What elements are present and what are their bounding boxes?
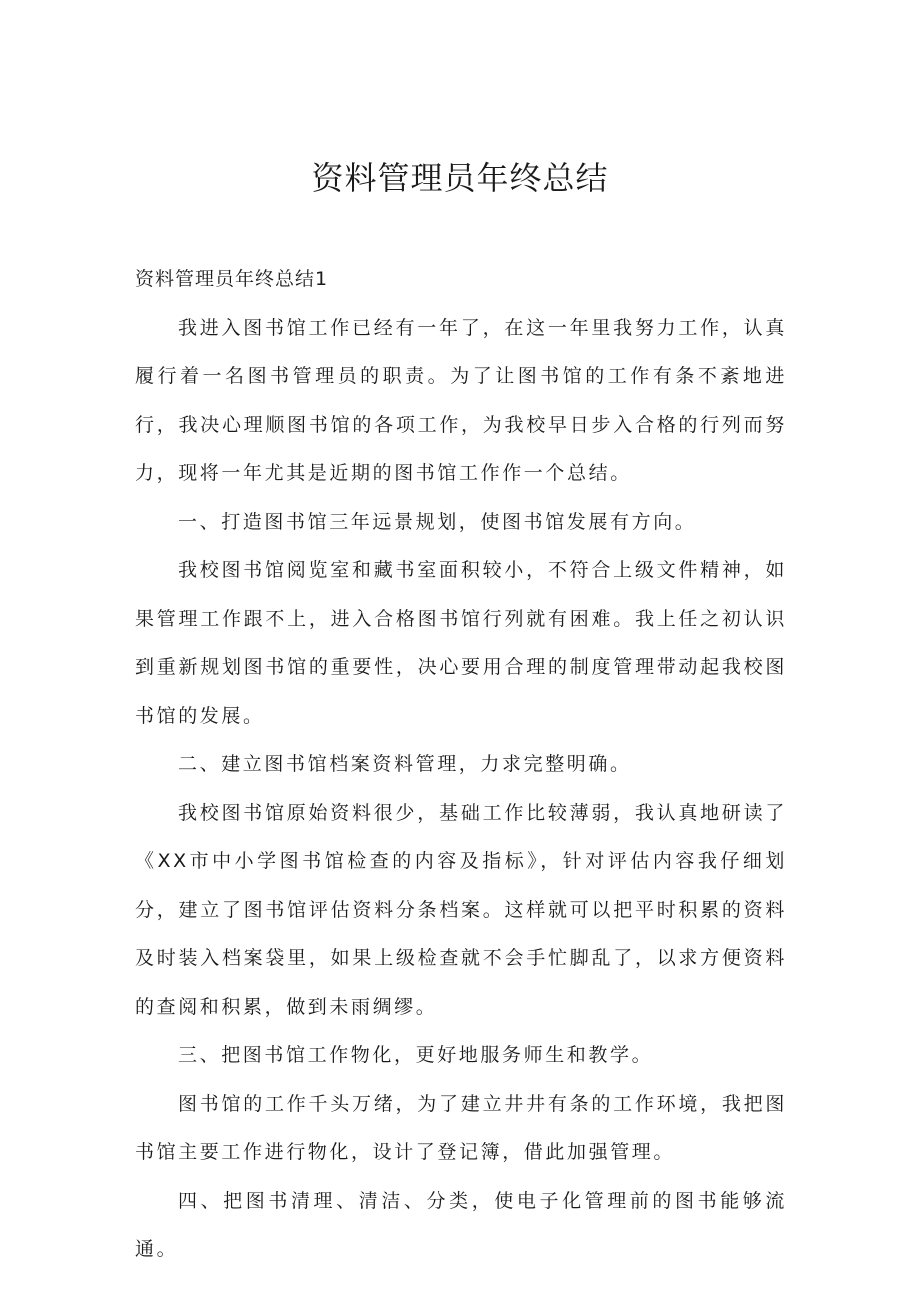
heading-section-4: 四、把图书清理、清洁、分类，使电子化管理前的图书能够流通。 <box>135 1189 787 1260</box>
paragraph-intro: 我进入图书馆工作已经有一年了，在这一年里我努力工作，认真履行着一名图书管理员的职责。为了让图书馆的工作有条不紊地进行，我决心理顺图书馆的各项工作，为我校早日步入合格的行列而努力，现将一年尤其是近期的图书馆工作作一个总结。 <box>135 316 787 484</box>
paragraph-section-3: 图书馆的工作千头万绪，为了建立井井有条的工作环境，我把图书馆主要工作进行物化，设计了登记簿，借此加强管理。 <box>135 1092 787 1163</box>
heading-section-2: 二、建立图书馆档案资料管理，力求完整明确。 <box>178 753 632 775</box>
document-title: 资料管理员年终总结 <box>311 159 609 197</box>
section-subtitle: 资料管理员年终总结1 <box>135 268 329 290</box>
heading-section-1: 一、打造图书馆三年远景规划，使图书馆发展有方向。 <box>178 510 697 533</box>
paragraph-section-2: 我校图书馆原始资料很少，基础工作比较薄弱，我认真地研读了《XX市中小学图书馆检查的内容及指标》，针对评估内容我仔细划分，建立了图书馆评估资料分条档案。这样就可以把平时积累的资料及时装入档案袋里，如果上级检查就不会手忙脚乱了，以求方便资料的查阅和积累，做到未雨绸缪。 <box>135 801 787 1018</box>
document-body <box>135 255 787 1274</box>
paragraph-section-1: 我校图书馆阅览室和藏书室面积较小，不符合上级文件精神，如果管理工作跟不上，进入合格图书馆行列就有困难。我上任之初认识到重新规划图书馆的重要性，决心要用合理的制度管理带动起我校图书馆的发展。 <box>135 559 787 727</box>
heading-section-3: 三、把图书馆工作物化，更好地服务师生和教学。 <box>178 1044 654 1066</box>
